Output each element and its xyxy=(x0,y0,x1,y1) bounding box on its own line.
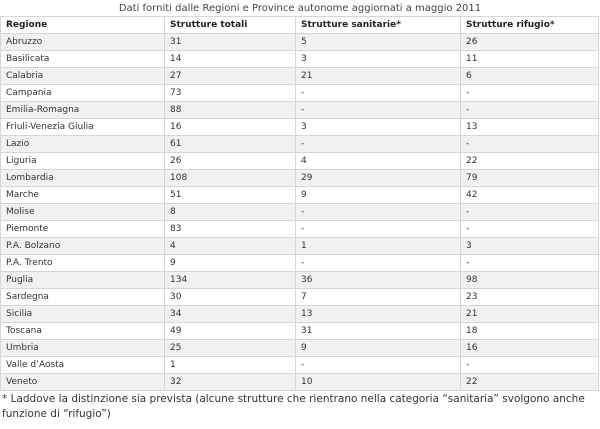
cell-rifugio: 22 xyxy=(461,374,599,391)
table-row xyxy=(1,136,599,153)
cell-totali: 8 xyxy=(165,204,296,221)
cell-sanitarie: - xyxy=(296,204,461,221)
cell-rifugio: 79 xyxy=(461,170,599,187)
cell-totali: 1 xyxy=(165,357,296,374)
cell-sanitarie: 7 xyxy=(296,289,461,306)
table-row xyxy=(1,238,599,255)
cell-regione: P.A. Bolzano xyxy=(1,238,165,255)
cell-sanitarie: 4 xyxy=(296,153,461,170)
structures-table xyxy=(0,16,599,391)
cell-totali: 83 xyxy=(165,221,296,238)
header-strutture-rifugio: Strutture rifugio* xyxy=(461,17,599,34)
cell-totali: 73 xyxy=(165,85,296,102)
cell-regione: Emilia-Romagna xyxy=(1,102,165,119)
table-header-row xyxy=(1,17,599,34)
cell-rifugio: - xyxy=(461,85,599,102)
cell-sanitarie: - xyxy=(296,85,461,102)
table-row xyxy=(1,85,599,102)
cell-totali: 49 xyxy=(165,323,296,340)
table-row xyxy=(1,289,599,306)
cell-rifugio: 26 xyxy=(461,34,599,51)
cell-totali: 9 xyxy=(165,255,296,272)
cell-regione: Liguria xyxy=(1,153,165,170)
cell-regione: Valle d’Aosta xyxy=(1,357,165,374)
cell-sanitarie: 1 xyxy=(296,238,461,255)
cell-regione: Sicilia xyxy=(1,306,165,323)
header-strutture-totali: Strutture totali xyxy=(165,17,296,34)
cell-rifugio: 98 xyxy=(461,272,599,289)
cell-regione: Piemonte xyxy=(1,221,165,238)
cell-rifugio: - xyxy=(461,136,599,153)
cell-regione: Calabria xyxy=(1,68,165,85)
cell-sanitarie: - xyxy=(296,357,461,374)
table-row xyxy=(1,153,599,170)
cell-totali: 27 xyxy=(165,68,296,85)
table-row xyxy=(1,255,599,272)
cell-totali: 31 xyxy=(165,34,296,51)
footnote: * Laddove la distinzione sia prevista (alcune strutture che rientrano nella categoria “sanitaria” svolgono anche funzione di “rifugio”) xyxy=(2,393,585,420)
cell-rifugio: - xyxy=(461,102,599,119)
cell-regione: Toscana xyxy=(1,323,165,340)
cell-regione: Veneto xyxy=(1,374,165,391)
cell-rifugio: 23 xyxy=(461,289,599,306)
header-regione: Regione xyxy=(1,17,165,34)
table-row xyxy=(1,323,599,340)
cell-rifugio: 42 xyxy=(461,187,599,204)
cell-sanitarie: 3 xyxy=(296,119,461,136)
cell-regione: Umbria xyxy=(1,340,165,357)
table-row xyxy=(1,374,599,391)
cell-regione: Molise xyxy=(1,204,165,221)
cell-sanitarie: - xyxy=(296,221,461,238)
cell-regione: Campania xyxy=(1,85,165,102)
table-row xyxy=(1,119,599,136)
cell-rifugio: 6 xyxy=(461,68,599,85)
cell-rifugio: 3 xyxy=(461,238,599,255)
cell-totali: 88 xyxy=(165,102,296,119)
table-caption: Dati forniti dalle Regioni e Province autonome aggiornati a maggio 2011 xyxy=(118,3,482,14)
cell-sanitarie: 29 xyxy=(296,170,461,187)
cell-rifugio: - xyxy=(461,204,599,221)
cell-sanitarie: 3 xyxy=(296,51,461,68)
cell-sanitarie: 9 xyxy=(296,340,461,357)
table-row xyxy=(1,272,599,289)
cell-totali: 30 xyxy=(165,289,296,306)
cell-sanitarie: 36 xyxy=(296,272,461,289)
cell-regione: Basilicata xyxy=(1,51,165,68)
cell-regione: Abruzzo xyxy=(1,34,165,51)
table-row xyxy=(1,340,599,357)
cell-totali: 26 xyxy=(165,153,296,170)
cell-totali: 134 xyxy=(165,272,296,289)
table-row xyxy=(1,102,599,119)
cell-rifugio: 16 xyxy=(461,340,599,357)
cell-totali: 25 xyxy=(165,340,296,357)
table-row xyxy=(1,34,599,51)
cell-totali: 61 xyxy=(165,136,296,153)
cell-sanitarie: 31 xyxy=(296,323,461,340)
cell-sanitarie: 9 xyxy=(296,187,461,204)
table-row xyxy=(1,187,599,204)
cell-regione: Sardegna xyxy=(1,289,165,306)
table-row xyxy=(1,68,599,85)
table-row xyxy=(1,51,599,68)
cell-regione: Lombardia xyxy=(1,170,165,187)
cell-rifugio: - xyxy=(461,255,599,272)
table-body xyxy=(1,34,599,391)
cell-rifugio: 11 xyxy=(461,51,599,68)
cell-sanitarie: 13 xyxy=(296,306,461,323)
cell-regione: Friuli-Venezia Giulia xyxy=(1,119,165,136)
cell-rifugio: 13 xyxy=(461,119,599,136)
cell-regione: Puglia xyxy=(1,272,165,289)
table-row xyxy=(1,221,599,238)
cell-rifugio: - xyxy=(461,357,599,374)
cell-sanitarie: - xyxy=(296,136,461,153)
cell-sanitarie: 21 xyxy=(296,68,461,85)
cell-totali: 108 xyxy=(165,170,296,187)
cell-rifugio: 21 xyxy=(461,306,599,323)
cell-totali: 51 xyxy=(165,187,296,204)
table-row xyxy=(1,170,599,187)
cell-rifugio: 22 xyxy=(461,153,599,170)
cell-totali: 4 xyxy=(165,238,296,255)
cell-totali: 14 xyxy=(165,51,296,68)
cell-sanitarie: - xyxy=(296,102,461,119)
cell-totali: 34 xyxy=(165,306,296,323)
cell-rifugio: - xyxy=(461,221,599,238)
cell-sanitarie: 5 xyxy=(296,34,461,51)
table-row xyxy=(1,204,599,221)
cell-sanitarie: - xyxy=(296,255,461,272)
cell-regione: P.A. Trento xyxy=(1,255,165,272)
table-row xyxy=(1,357,599,374)
cell-regione: Lazio xyxy=(1,136,165,153)
cell-totali: 32 xyxy=(165,374,296,391)
table-row xyxy=(1,306,599,323)
cell-totali: 16 xyxy=(165,119,296,136)
cell-regione: Marche xyxy=(1,187,165,204)
cell-rifugio: 18 xyxy=(461,323,599,340)
header-strutture-sanitarie: Strutture sanitarie* xyxy=(296,17,461,34)
cell-sanitarie: 10 xyxy=(296,374,461,391)
